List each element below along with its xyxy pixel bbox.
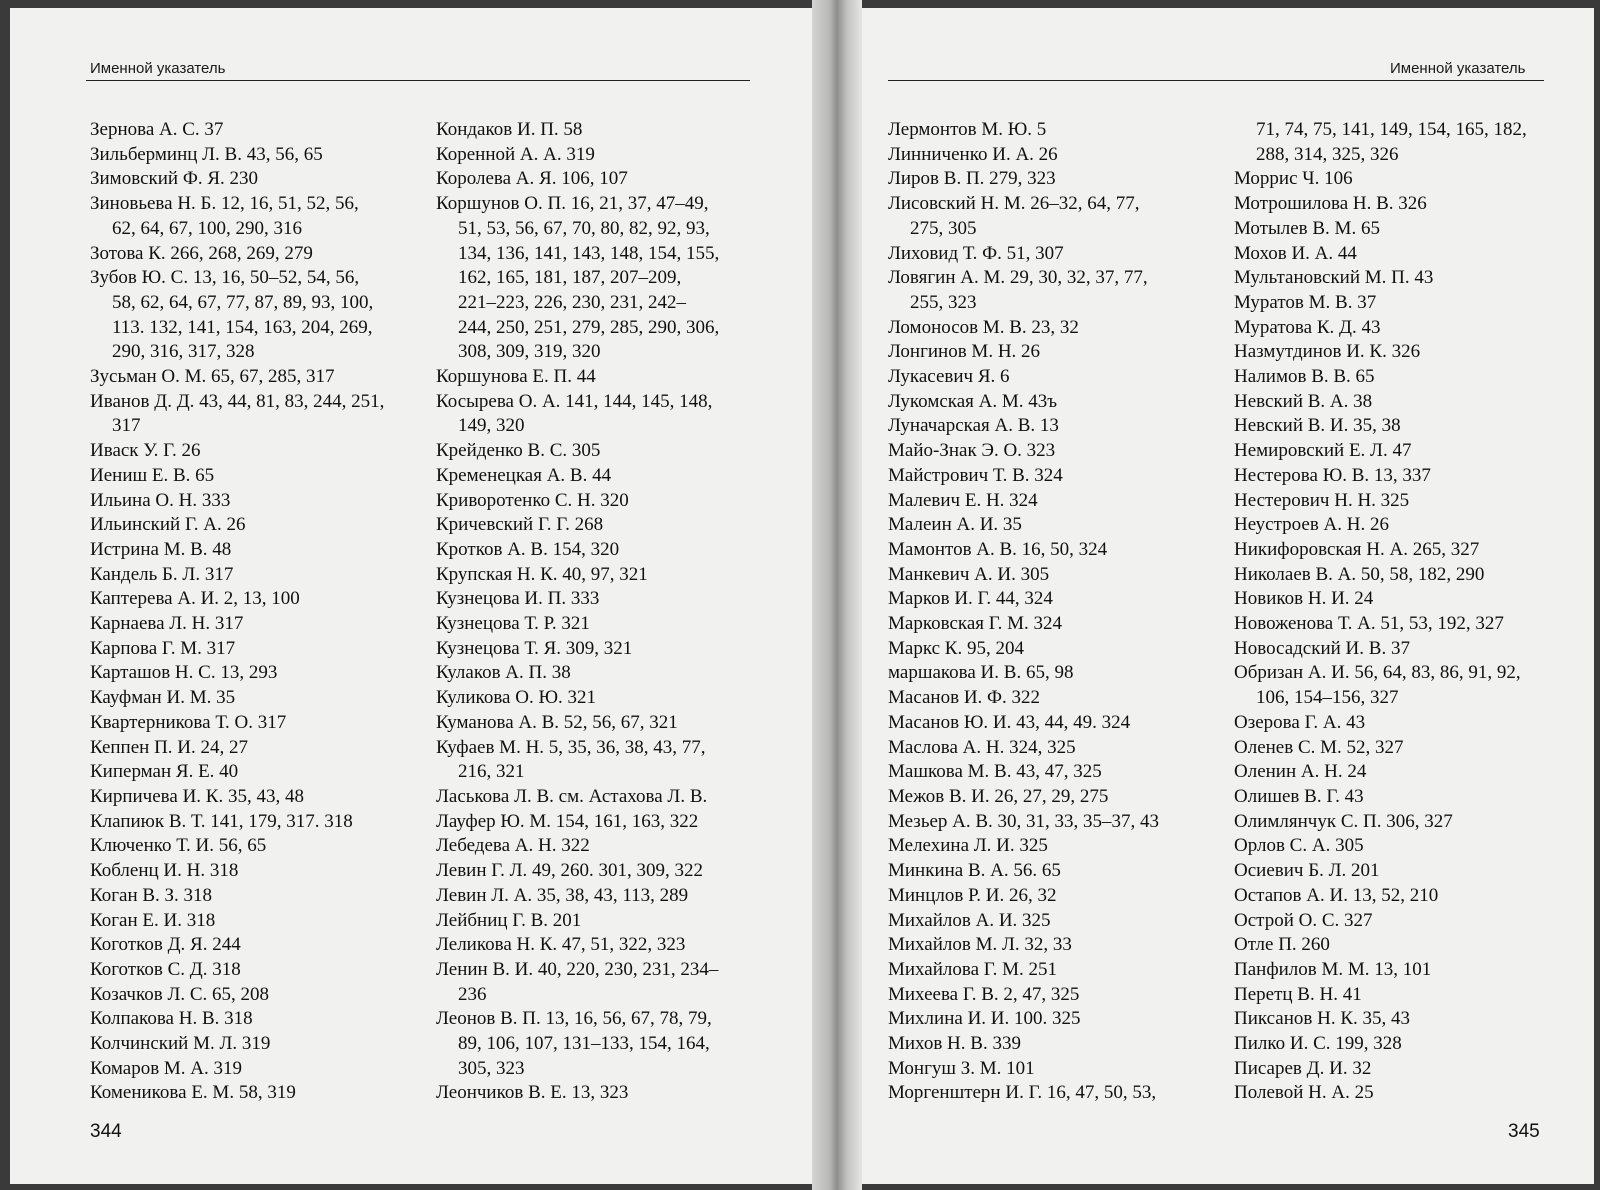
index-entry-line: Лисовский Н. М. 26–32, 64, 77, [888, 193, 1140, 215]
index-entry-line: Ласькова Л. В. см. Астахова Л. В. [436, 785, 708, 807]
index-entry-line: Комаров М. А. 319 [90, 1057, 243, 1079]
index-entry-line: 275, 305 [910, 217, 977, 239]
index-entry-line: Отле П. 260 [1234, 934, 1330, 956]
index-entry-line: 149, 320 [458, 415, 525, 437]
index-entry-line: Ключенко Т. И. 56, 65 [90, 835, 267, 857]
index-entry-line: Ильинский Г. А. 26 [90, 514, 246, 536]
index-entry-line: Мамонтов А. В. 16, 50, 324 [888, 538, 1108, 560]
index-entry-line: Налимов В. В. 65 [1234, 366, 1375, 388]
index-entry-line: Коготков С. Д. 318 [90, 958, 241, 980]
index-entry-line: Куликова О. Ю. 321 [436, 687, 596, 709]
index-entry-line: Манкевич А. И. 305 [888, 563, 1050, 585]
index-entry-line: Истрина М. В. 48 [90, 538, 232, 560]
index-entry-line: 71, 74, 75, 141, 149, 154, 165, 182, [1256, 119, 1527, 140]
index-entry-line: Иениш Е. В. 65 [90, 464, 215, 486]
index-entry-line: Коган В. З. 318 [90, 884, 213, 906]
index-entry-line: Лукомская А. М. 43ъ [888, 390, 1058, 412]
index-entry-line: Зусьман О. М. 65, 67, 285, 317 [90, 366, 335, 388]
left-index-column-2 [436, 118, 719, 1106]
index-entry-line: Левин Л. А. 35, 38, 43, 113, 289 [436, 884, 689, 906]
right-index-column-2 [1234, 118, 1527, 1106]
index-entry-line: 305, 323 [458, 1057, 525, 1079]
index-entry-line: Иваск У. Г. 26 [90, 440, 201, 462]
index-entry-line: Зубов Ю. С. 13, 16, 50–52, 54, 56, [90, 267, 360, 289]
index-entry-line: Ильина О. Н. 333 [90, 489, 231, 511]
index-entry-line: 317 [112, 415, 141, 437]
index-entry-line: Кандель Б. Л. 317 [90, 563, 234, 585]
index-entry-line: Линниченко И. А. 26 [888, 143, 1058, 165]
index-entry-line: Кротков А. В. 154, 320 [436, 538, 620, 560]
index-entry-line: Писарев Д. И. 32 [1234, 1057, 1372, 1079]
index-entry-line: Лонгинов М. Н. 26 [888, 341, 1041, 363]
index-entry-line: Маслова А. Н. 324, 325 [888, 736, 1076, 758]
index-entry-line: Михайлов А. И. 325 [888, 909, 1051, 931]
index-entry-line: Машкова М. В. 43, 47, 325 [888, 761, 1102, 783]
index-entry-line: 62, 64, 67, 100, 290, 316 [112, 217, 302, 239]
index-entry-line: Крупская Н. К. 40, 97, 321 [436, 563, 648, 585]
index-entry-line: 308, 309, 319, 320 [458, 341, 601, 363]
index-entry-line: Кричевский Г. Г. 268 [436, 514, 604, 536]
index-entry-line: Колчинский М. Л. 319 [90, 1033, 271, 1055]
left-index-column-1 [90, 118, 384, 1106]
index-entry-line: Кондаков И. П. 58 [436, 119, 583, 140]
index-entry-line: Мохов И. А. 44 [1234, 242, 1357, 264]
right-index-column-1 [888, 118, 1159, 1106]
left-running-head: Именной указатель [90, 60, 226, 77]
index-entry-line: 221–223, 226, 230, 231, 242– [458, 291, 686, 313]
index-entry-line: Косырева О. А. 141, 144, 145, 148, [436, 390, 713, 412]
index-entry-line: Олишев В. Г. 43 [1234, 785, 1364, 807]
index-entry-line: Кузнецова Т. Я. 309, 321 [436, 637, 633, 659]
index-entry-line: Малеин А. И. 35 [888, 514, 1022, 536]
index-entry-line: Карпова Г. М. 317 [90, 637, 236, 659]
index-entry-line: Ленин В. И. 40, 220, 230, 231, 234– [436, 958, 719, 980]
index-entry-line: Лиховид Т. Ф. 51, 307 [888, 242, 1064, 264]
index-entry-line: Обризан А. И. 56, 64, 83, 86, 91, 92, [1234, 662, 1521, 684]
index-entry-line: Зимовский Ф. Я. 230 [90, 168, 259, 190]
index-entry-line: Коршунов О. П. 16, 21, 37, 47–49, [436, 193, 709, 215]
index-entry-line: Зильберминц Л. В. 43, 56, 65 [90, 143, 323, 165]
index-entry-line: Острой О. С. 327 [1234, 909, 1373, 931]
index-entry-line: Муратов М. В. 37 [1234, 291, 1377, 313]
index-entry-line: Михайлова Г. М. 251 [888, 958, 1058, 980]
index-entry-line: Кауфман И. М. 35 [90, 687, 236, 709]
index-entry-line: 113. 132, 141, 154, 163, 204, 269, [112, 316, 373, 338]
index-entry-line: Кузнецова Т. Р. 321 [436, 613, 590, 635]
index-entry-line: Козачков Л. С. 65, 208 [90, 983, 270, 1005]
index-entry-line: Новосадский И. В. 37 [1234, 637, 1410, 659]
index-entry-line: Михлина И. И. 100. 325 [888, 1008, 1081, 1030]
index-entry-line: Панфилов М. М. 13, 101 [1234, 958, 1432, 980]
index-entry-line: Николаев В. А. 50, 58, 182, 290 [1234, 563, 1485, 585]
index-entry-line: Невский В. А. 38 [1234, 390, 1373, 412]
index-entry-line: Колпакова Н. В. 318 [90, 1008, 253, 1030]
index-entry-line: Неустроев А. Н. 26 [1234, 514, 1389, 536]
index-entry-line: Осиевич Б. Л. 201 [1234, 860, 1380, 882]
index-entry-line: Куманова А. В. 52, 56, 67, 321 [436, 711, 678, 733]
index-entry-line: Полевой Н. А. 25 [1234, 1082, 1374, 1104]
index-entry-line: Мотылев В. М. 65 [1234, 217, 1380, 239]
index-entry-line: Луначарская А. В. 13 [888, 415, 1059, 437]
right-header-rule [888, 80, 1544, 81]
index-entry-line: Орлов С. А. 305 [1234, 835, 1364, 857]
index-entry-line: Минцлов Р. И. 26, 32 [888, 884, 1057, 906]
index-entry-line: Майстрович Т. В. 324 [888, 464, 1063, 486]
index-entry-line: Нестерович Н. Н. 325 [1234, 489, 1410, 511]
index-entry-line: Коренной А. А. 319 [436, 143, 595, 165]
index-entry-line: Крейденко В. С. 305 [436, 440, 601, 462]
index-entry-line: 290, 316, 317, 328 [112, 341, 255, 363]
index-entry-line: Ловягин А. М. 29, 30, 32, 37, 77, [888, 267, 1148, 289]
index-entry-line: Муратова К. Д. 43 [1234, 316, 1381, 338]
right-page [846, 8, 1594, 1184]
index-entry-line: 236 [458, 983, 487, 1005]
index-entry-line: Невский В. И. 35, 38 [1234, 415, 1401, 437]
index-entry-line: Монгуш З. М. 101 [888, 1057, 1035, 1079]
index-entry-line: Масанов Ю. И. 43, 44, 49. 324 [888, 711, 1131, 733]
index-entry-line: Лауфер Ю. М. 154, 161, 163, 322 [436, 810, 699, 832]
index-entry-line: Майо-Знак Э. О. 323 [888, 440, 1056, 462]
index-entry-line: Михайлов М. Л. 32, 33 [888, 934, 1072, 956]
index-entry-line: Мультановский М. П. 43 [1234, 267, 1434, 289]
index-entry-line: Марковская Г. М. 324 [888, 613, 1062, 635]
index-entry-line: Перетц В. Н. 41 [1234, 983, 1362, 1005]
index-entry-line: 51, 53, 56, 67, 70, 80, 82, 92, 93, [458, 217, 710, 239]
index-entry-line: Лейбниц Г. В. 201 [436, 909, 582, 931]
index-entry-line: Кирпичева И. К. 35, 43, 48 [90, 785, 304, 807]
index-entry-line: Немировский Е. Л. 47 [1234, 440, 1412, 462]
index-entry-line: Мезьер А. В. 30, 31, 33, 35–37, 43 [888, 810, 1160, 832]
index-entry-line: Кобленц И. Н. 318 [90, 860, 239, 882]
right-page-number: 345 [1508, 1121, 1540, 1142]
index-entry-line: Олимлянчук С. П. 306, 327 [1234, 810, 1453, 832]
index-entry-line: Моргенштерн И. Г. 16, 47, 50, 53, [888, 1082, 1157, 1104]
index-entry-line: Киперман Я. Е. 40 [90, 761, 239, 783]
left-header-rule [86, 80, 750, 81]
index-entry-line: Королева А. Я. 106, 107 [436, 168, 628, 190]
index-entry-line: 288, 314, 325, 326 [1256, 143, 1399, 165]
index-entry-line: 89, 106, 107, 131–133, 154, 164, [458, 1033, 710, 1055]
index-entry-line: Михеева Г. В. 2, 47, 325 [888, 983, 1080, 1005]
index-entry-line: Зотова К. 266, 268, 269, 279 [90, 242, 313, 264]
index-entry-line: Коршунова Е. П. 44 [436, 366, 596, 388]
index-entry-line: Коготков Д. Я. 244 [90, 934, 241, 956]
index-entry-line: 58, 62, 64, 67, 77, 87, 89, 93, 100, [112, 291, 374, 313]
index-entry-line: Куфаев М. Н. 5, 35, 36, 38, 43, 77, [436, 736, 706, 758]
index-entry-line: Карташов Н. С. 13, 293 [90, 662, 278, 684]
index-entry-line: Иванов Д. Д. 43, 44, 81, 83, 244, 251, [90, 390, 385, 412]
index-entry-line: Карнаева Л. Н. 317 [90, 613, 244, 635]
index-entry-line: Коган Е. И. 318 [90, 909, 216, 931]
book-gutter [812, 0, 862, 1190]
index-entry-line: Леончиков В. Е. 13, 323 [436, 1082, 629, 1104]
index-entry-line: Квартерникова Т. О. 317 [90, 711, 287, 733]
index-entry-line: Пиксанов Н. К. 35, 43 [1234, 1008, 1411, 1030]
index-entry-line: 244, 250, 251, 279, 285, 290, 306, [458, 316, 720, 338]
index-entry-line: Масанов И. Ф. 322 [888, 687, 1041, 709]
index-entry-line: Остапов А. И. 13, 52, 210 [1234, 884, 1439, 906]
index-entry-line: Криворотенко С. Н. 320 [436, 489, 629, 511]
index-entry-line: Каптерева А. И. 2, 13, 100 [90, 588, 300, 610]
index-entry-line: Лукасевич Я. 6 [888, 366, 1010, 388]
index-entry-line: Оленев С. М. 52, 327 [1234, 736, 1404, 758]
index-entry-line: Леликова Н. К. 47, 51, 322, 323 [436, 934, 686, 956]
index-entry-line: Михов Н. В. 339 [888, 1033, 1021, 1055]
index-entry-line: Нестерова Ю. В. 13, 337 [1234, 464, 1431, 486]
index-entry-line: Никифоровская Н. А. 265, 327 [1234, 538, 1480, 560]
index-entry-line: Зиновьева Н. Б. 12, 16, 51, 52, 56, [90, 193, 359, 215]
index-entry-line: Кулаков А. П. 38 [436, 662, 571, 684]
index-entry-line: Ломоносов М. В. 23, 32 [888, 316, 1079, 338]
index-entry-line: Кеппен П. И. 24, 27 [90, 736, 249, 758]
right-running-head: Именной указатель [1390, 60, 1526, 77]
index-entry-line: Оленин А. Н. 24 [1234, 761, 1367, 783]
index-entry-line: Зернова А. С. 37 [90, 119, 224, 140]
index-entry-line: Леонов В. П. 13, 16, 56, 67, 78, 79, [436, 1008, 712, 1030]
index-entry-line: Малевич Е. Н. 324 [888, 489, 1038, 511]
index-entry-line: Межов В. И. 26, 27, 29, 275 [888, 785, 1109, 807]
index-entry-line: Моррис Ч. 106 [1234, 168, 1353, 190]
index-entry-line: Кременецкая А. В. 44 [436, 464, 612, 486]
index-entry-line: Мелехина Л. И. 325 [888, 835, 1048, 857]
index-entry-line: 255, 323 [910, 291, 977, 313]
index-entry-line: Маркс К. 95, 204 [888, 637, 1024, 659]
index-entry-line: Новиков Н. И. 24 [1234, 588, 1374, 610]
left-page [10, 8, 828, 1184]
index-entry-line: Левин Г. Л. 49, 260. 301, 309, 322 [436, 860, 703, 882]
index-entry-line: Клапиюк В. Т. 141, 179, 317. 318 [90, 810, 353, 832]
index-entry-line: 106, 154–156, 327 [1256, 687, 1399, 709]
index-entry-line: Мотрошилова Н. В. 326 [1234, 193, 1427, 215]
index-entry-line: Лермонтов М. Ю. 5 [888, 119, 1047, 140]
index-entry-line: Назмутдинов И. К. 326 [1234, 341, 1421, 363]
index-entry-line: Пилко И. С. 199, 328 [1234, 1033, 1402, 1055]
index-entry-line: 162, 165, 181, 187, 207–209, [458, 267, 682, 289]
index-entry-line: Марков И. Г. 44, 324 [888, 588, 1053, 610]
index-entry-line: Озерова Г. А. 43 [1234, 711, 1366, 733]
index-entry-line: 216, 321 [458, 761, 525, 783]
index-entry-line: Новоженова Т. А. 51, 53, 192, 327 [1234, 613, 1504, 635]
index-entry-line: 134, 136, 141, 143, 148, 154, 155, [458, 242, 720, 264]
index-entry-line: Лиров В. П. 279, 323 [888, 168, 1056, 190]
index-entry-line: Коменикова Е. М. 58, 319 [90, 1082, 296, 1104]
index-entry-line: маршакова И. В. 65, 98 [888, 662, 1074, 684]
index-entry-line: Кузнецова И. П. 333 [436, 588, 600, 610]
index-entry-line: Лебедева А. Н. 322 [436, 835, 590, 857]
left-page-number: 344 [90, 1121, 122, 1142]
index-entry-line: Минкина В. А. 56. 65 [888, 860, 1061, 882]
